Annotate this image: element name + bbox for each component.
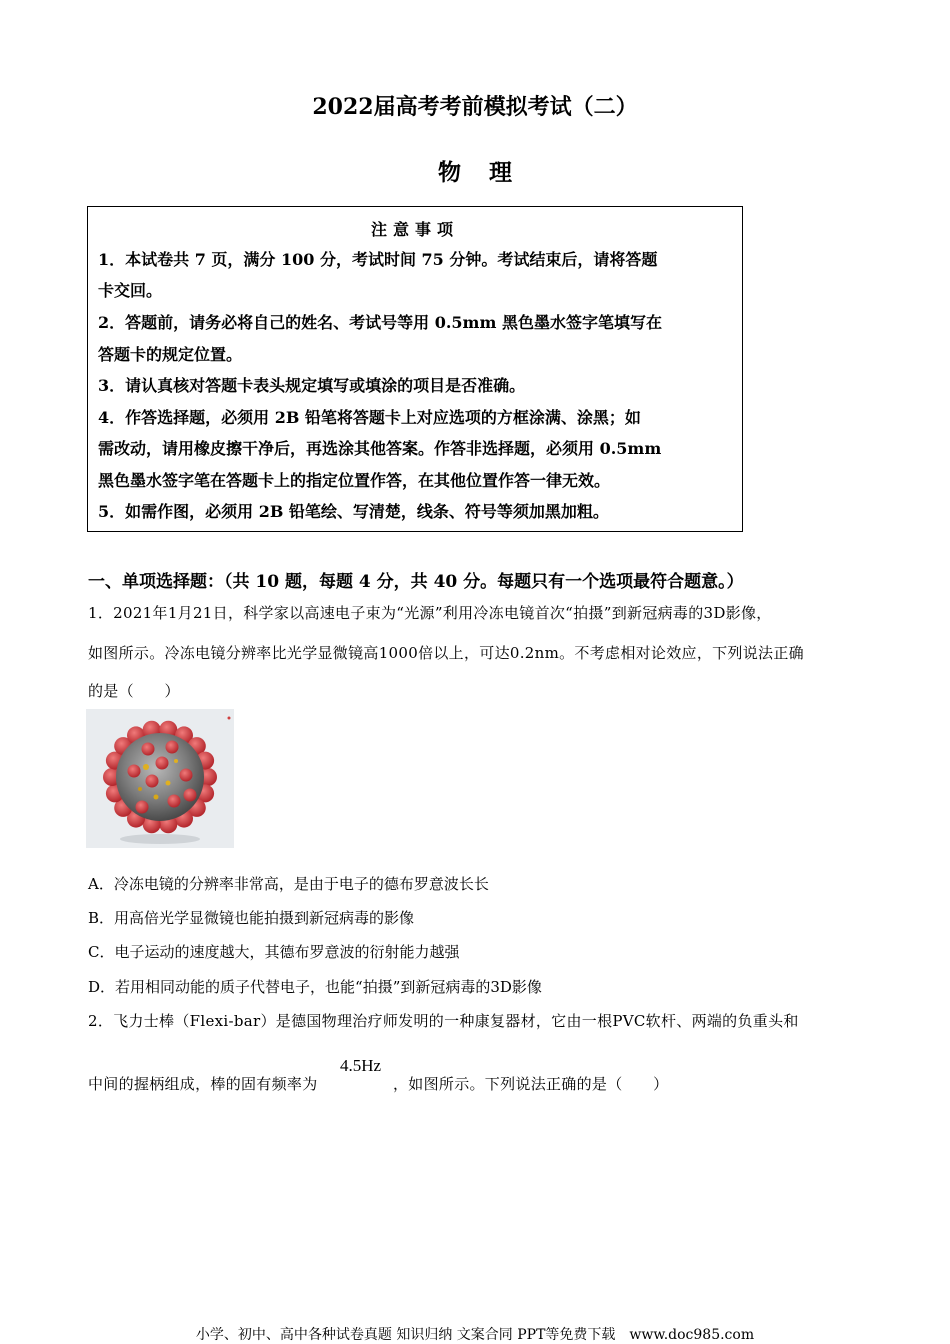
question-1-line: 的是（ ） <box>88 682 180 700</box>
question-2-line-start: 中间的握柄组成，棒的固有频率为 <box>88 1075 318 1093</box>
option-b: B．用高倍光学显微镜也能拍摄到新冠病毒的影像 <box>88 909 415 927</box>
notice-line: 黑色墨水签字笔在答题卡上的指定位置作答，在其他位置作答一律无效。 <box>98 471 611 490</box>
virus-spike <box>184 789 197 802</box>
question-1-line: 1．2021年1月21日，科学家以高速电子束为“光源”利用冷冻电镜首次“拍摄”到新冠病毒的3D影像， <box>88 604 772 622</box>
notice-box <box>87 206 743 532</box>
option-a: A．冷冻电镜的分辨率非常高，是由于电子的德布罗意波长长 <box>88 875 489 893</box>
footer-text: 小学、初中、高中各种试卷真题 知识归纳 文案合同 PPT等免费下载 www.doc985.com <box>195 1327 755 1343</box>
question-2-line: 2．飞力士棒（Flexi-bar）是德国物理治疗师发明的一种康复器材，它由一根PVC软杆、两端的负重头和 <box>88 1012 799 1030</box>
virus-image <box>86 709 234 848</box>
notice-line: 4．作答选择题，必须用 2B 铅笔将答题卡上对应选项的方框涂满、涂黑；如 <box>98 408 641 427</box>
notice-heading: 注意事项 <box>370 220 459 239</box>
option-d: D．若用相同动能的质子代替电子，也能“拍摄”到新冠病毒的3D影像 <box>88 978 542 996</box>
question-1-line: 如图所示。冷冻电镜分辨率比光学显微镜高1000倍以上，可达0.2nm。不考虑相对论效应，下列说法正确 <box>88 644 804 662</box>
virus-spike <box>166 741 179 754</box>
notice-line: 3．请认真核对答题卡表头规定填写或填涂的项目是否准确。 <box>98 376 526 395</box>
virus-spike <box>168 795 181 808</box>
virus-spike <box>146 775 159 788</box>
virus-illustration <box>86 709 234 848</box>
notice-line: 答题卡的规定位置。 <box>98 345 243 364</box>
virus-spike <box>142 743 155 756</box>
virus-spike <box>156 757 169 770</box>
section-heading: 一、单项选择题：（共 10 题，每题 4 分，共 40 分。每题只有一个选项最符合题意。） <box>88 572 744 592</box>
notice-line: 需改动，请用橡皮擦干净后，再选涂其他答案。作答非选择题，必须用 0.5mm <box>98 439 662 458</box>
notice-line: 2．答题前，请务必将自己的姓名、考试号等用 0.5mm 黑色墨水签字笔填写在 <box>98 313 662 332</box>
option-c: C．电子运动的速度越大，其德布罗意波的衍射能力越强 <box>88 943 460 961</box>
notice-line: 5．如需作图，必须用 2B 铅笔绘、写清楚，线条、符号等须加黑加粗。 <box>98 502 609 521</box>
exam-title: 2022届高考考前模拟考试（二） <box>312 94 638 120</box>
subject-title: 物理 <box>438 159 540 186</box>
virus-spike <box>136 801 149 814</box>
notice-line: 卡交回。 <box>98 281 163 300</box>
frequency-formula: 4.5Hz <box>340 1056 382 1075</box>
virus-spike <box>128 765 141 778</box>
notice-line: 1．本试卷共 7 页，满分 100 分，考试时间 75 分钟。考试结束后，请将答题 <box>98 250 658 269</box>
virus-spike <box>180 769 193 782</box>
question-2-line-end: ，如图所示。下列说法正确的是（ ） <box>393 1075 669 1093</box>
